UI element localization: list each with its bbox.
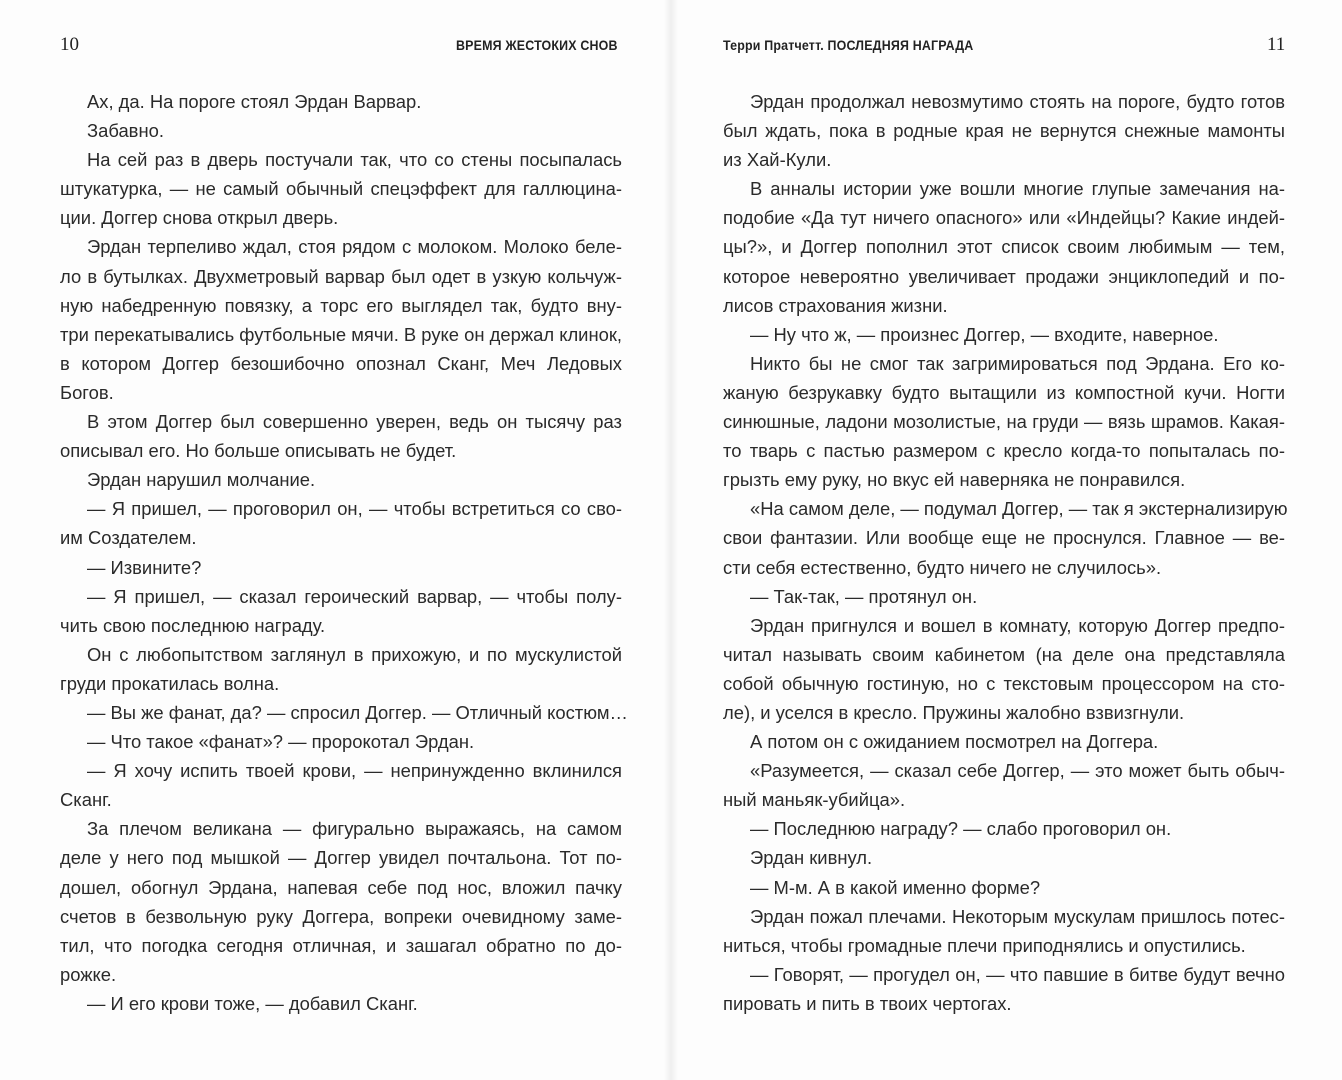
text-line: Забавно. [87, 120, 164, 142]
text-line: деле у него под мышкой — Доггер увидел почтальона. Тот по- [60, 847, 622, 869]
text-line: ниться, чтобы громадные плечи приподнялись и опустились. [723, 934, 1246, 956]
text-line: в котором Доггер безошибочно опознал Сканг, Меч Ледовых [60, 352, 622, 374]
text-line: читал называть своим кабинетом (на деле она представляла [723, 643, 1285, 665]
text-line: — Вы же фанат, да? — спросил Доггер. — Отличный костюм… [87, 701, 628, 723]
text-line: которое невероятно увеличивает продажи энциклопедий и по- [723, 265, 1285, 287]
text-line: В анналы истории уже вошли многие глупые замечания на- [750, 178, 1285, 200]
text-line: описывал его. Но больше описывать не будет. [60, 440, 457, 462]
text-line: На сей раз в дверь постучали так, что со стены посыпалась [87, 149, 622, 171]
text-line: пировать и пить в твоих чертогах. [723, 992, 1012, 1014]
text-line: Эрдан пожал плечами. Некоторым мускулам пришлось потес- [750, 905, 1285, 927]
text-line: Никто бы не смог так загримироваться под Эрдана. Его ко- [750, 352, 1285, 374]
text-line: В этом Доггер был совершенно уверен, ведь он тысячу раз [87, 411, 622, 433]
running-head: Терри Пратчетт. ПОСЛЕДНЯЯ НАГРАДА [723, 38, 974, 53]
text-line: цы?», и Доггер пополнил этот список своим любимым — тем, [723, 236, 1285, 258]
text-line: — Я пришел, — проговорил он, — чтобы встретиться со сво- [87, 498, 622, 520]
text-line: Эрдан кивнул. [750, 847, 873, 869]
right-page-text [723, 87, 1288, 1018]
text-line: — Ну что ж, — произнес Доггер, — входите, наверное. [750, 323, 1219, 345]
text-line: из Хай-Кули. [723, 149, 832, 171]
page-number: 11 [1267, 34, 1286, 55]
text-line: За плечом великана — фигурально выражаясь, на самом [87, 818, 622, 840]
text-line: Он с любопытством заглянул в прихожую, и по мускулистой [87, 643, 622, 665]
text-line: А потом он с ожиданием посмотрел на Доггера. [750, 731, 1159, 753]
text-line: сти себя естественно, будто ничего не случилось». [723, 556, 1162, 578]
text-line: — Я хочу испить твоей крови, — непринужденно вклинился [87, 760, 622, 782]
text-line: ную набедренную повязку, а торс его выглядел так, будто вну- [60, 294, 622, 316]
text-line: рожке. [60, 963, 117, 985]
text-line: лисов страхования жизни. [723, 294, 948, 316]
text-line: ный маньяк-убийца». [723, 789, 906, 811]
text-line: — Извините? [87, 556, 202, 578]
text-line: «Разумеется, — сказал себе Доггер, — это может быть обыч- [750, 760, 1285, 782]
right-page [671, 0, 1342, 1080]
text-line: то тварь с пастью размером с кресло когда-то попыталась по- [723, 440, 1285, 462]
page-number: 10 [60, 34, 79, 55]
text-line: чить свою последнюю награду. [60, 614, 326, 636]
text-line: Богов. [60, 381, 114, 403]
text-line: Эрдан продолжал невозмутимо стоять на пороге, будто готов [750, 91, 1285, 112]
text-line: — И его крови тоже, — добавил Сканг. [87, 992, 418, 1014]
text-line: синюшные, ладони мозолистые, на груди — вязь шрамов. Какая- [723, 411, 1285, 433]
text-line: ло в бутылках. Двухметровый варвар был одет в узкую кольчуж- [60, 265, 622, 287]
text-line: ции. Доггер снова открыл дверь. [60, 207, 339, 229]
text-line: — М-м. А в какой именно форме? [750, 876, 1041, 898]
text-line: был ждать, пока в родные края не вернутся снежные мамонты [723, 120, 1285, 142]
text-line: «На самом деле, — подумал Доггер, — так я экстернализирую [750, 498, 1288, 520]
left-page-text [60, 87, 628, 1018]
text-line: дошел, обогнул Эрдана, напевая себе под нос, вложил пачку [60, 876, 622, 898]
text-line: — Я пришел, — сказал героический варвар, — чтобы полу- [87, 585, 622, 607]
text-line: груди прокатилась волна. [60, 672, 280, 694]
text-line: Сканг. [60, 789, 112, 811]
text-line: Ах, да. На пороге стоял Эрдан Варвар. [87, 91, 422, 112]
text-line: подобие «Да тут ничего опасного» или «Индейцы? Какие индей- [723, 207, 1285, 229]
text-line: — Так-так, — протянул он. [750, 585, 978, 607]
text-line: тил, что погодка сегодня отличная, и зашагал обратно по до- [60, 934, 622, 956]
text-line: Эрдан пригнулся и вошел в комнату, которую Доггер предпо- [750, 614, 1285, 636]
text-line: — Последнюю награду? — слабо проговорил он. [750, 818, 1172, 840]
text-line: три перекатывались футбольные мячи. В руке он держал клинок, [60, 323, 622, 345]
text-line: Эрдан нарушил молчание. [87, 469, 316, 491]
text-line: — Говорят, — прогудел он, — что павшие в битве будут вечно [750, 963, 1285, 985]
running-head: ВРЕМЯ ЖЕСТОКИХ СНОВ [456, 38, 618, 53]
text-line: ле), и уселся в кресло. Пружины жалобно взвизгнули. [723, 701, 1185, 723]
text-line: штукатурка, — не самый обычный спецэффект для галлюцина- [60, 178, 622, 200]
text-line: счетов в безвольную руку Доггера, вопреки очевидному заме- [60, 905, 622, 927]
text-line: свои фантазии. Или вообще еще не проснулся. Главное — ве- [723, 527, 1285, 549]
text-line: им Создателем. [60, 527, 197, 549]
text-line: собой обычную гостиную, но с текстовым процессором на сто- [723, 672, 1285, 694]
text-line: Эрдан терпеливо ждал, стоя рядом с молоком. Молоко беле- [87, 236, 622, 258]
text-line: — Что такое «фанат»? — пророкотал Эрдан. [87, 731, 475, 753]
text-line: жаную безрукавку будто вытащили из компостной кучи. Ногти [723, 381, 1285, 403]
text-line: грызть ему руку, но вкус ей наверняка не понравился. [723, 469, 1186, 491]
